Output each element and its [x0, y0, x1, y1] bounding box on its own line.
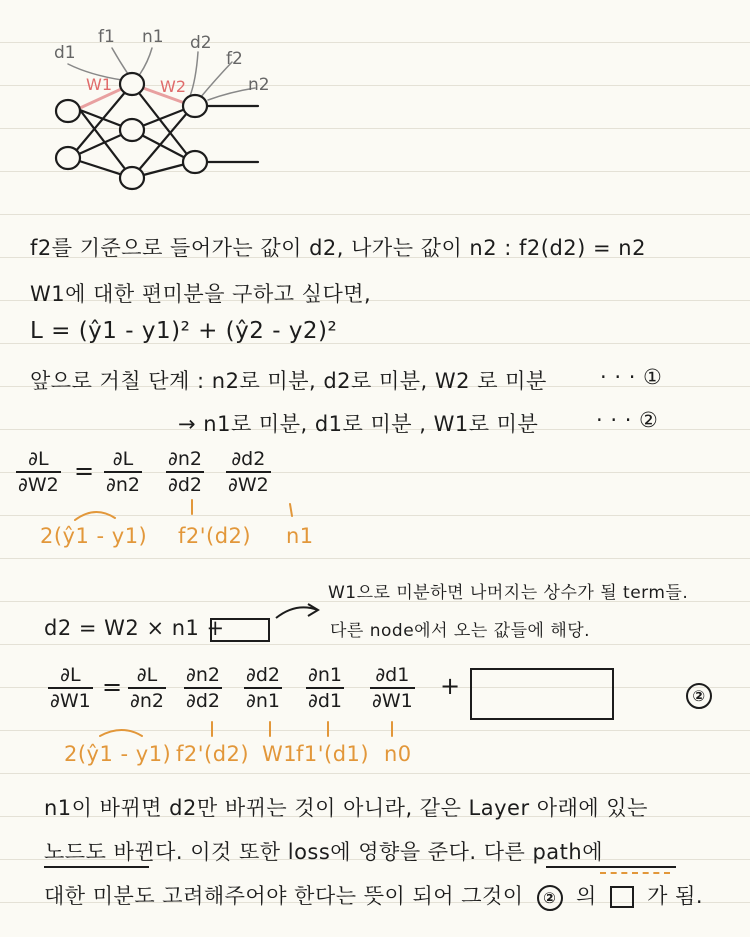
eq2-term-den: ∂W1: [372, 690, 413, 712]
tick: [100, 730, 142, 736]
steps-line-1: 앞으로 거칠 단계 : n2로 미분, d2로 미분, W2 로 미분: [30, 369, 547, 393]
eq2-term-num: ∂n2: [186, 664, 220, 686]
eq2-note-4: f1'(d1): [296, 742, 370, 766]
paragraph-line-2: 노드도 바뀐다. 이것 또한 loss에 영향을 준다. 다른 path에: [44, 840, 603, 864]
eq1-term-den: ∂d2: [168, 474, 202, 496]
d2-equation: d2 = W2 × n1 +: [44, 616, 225, 640]
eq1-term-den: ∂W2: [228, 474, 269, 496]
paragraph-line-3-text: 대한 미분도 고려해주어야 한다는 뜻이 되어 그것이: [44, 884, 524, 908]
eq2-tag-circle: ②: [686, 683, 712, 709]
eq1-term-den: ∂n2: [106, 474, 140, 496]
steps-tag-1: · · · ①: [600, 365, 663, 389]
steps-tag-2: · · · ②: [596, 408, 659, 432]
paragraph-line-3-end: 가 됨.: [647, 884, 704, 908]
eq2-note-2: f2'(d2): [176, 742, 250, 766]
eq1-lhs-num: ∂L: [28, 448, 49, 470]
paragraph-line-3-of: 의: [575, 884, 597, 908]
eq2-term-num: ∂d1: [375, 664, 410, 686]
eq1-lhs-den: ∂W2: [18, 474, 59, 496]
eq1-note-3: n1: [286, 524, 314, 548]
eq1-term-num: ∂d2: [231, 448, 266, 470]
small-box: [610, 886, 634, 908]
underline: [44, 866, 149, 868]
eq2-term-den: ∂d1: [308, 690, 342, 712]
label-d2: d2: [190, 33, 212, 53]
eq2-term-num: ∂d2: [246, 664, 280, 686]
eq2-term-den: ∂d2: [186, 690, 220, 712]
label-n1: n1: [142, 27, 164, 47]
eq2-lhs-num: ∂L: [60, 664, 81, 686]
eq2-note-1: 2(ŷ1 - y1): [64, 742, 172, 766]
label-d1: d1: [54, 43, 76, 63]
label-f2: f2: [226, 49, 243, 69]
eq1-note-1: 2(ŷ1 - y1): [40, 524, 148, 548]
eq1-term-num: ∂n2: [168, 448, 202, 470]
highlight-wave: [600, 864, 670, 874]
eq2-lhs-den: ∂W1: [50, 690, 91, 712]
note-w1-constants: W1으로 미분하면 나머지는 상수가 될 term들.: [328, 583, 689, 603]
line-f2-definition: f2를 기준으로 들어가는 값이 d2, 나가는 값이 n2 : f2(d2) = n2: [30, 236, 646, 260]
eq2-term-num: ∂n1: [308, 664, 342, 686]
eq2-note-3: W1: [262, 742, 298, 766]
eq1-equals: =: [74, 457, 95, 485]
eq2-term-num: ∂L: [136, 664, 158, 686]
eq2-note-5: n0: [384, 742, 412, 766]
line-w1-intent: W1에 대한 편미분을 구하고 싶다면,: [30, 282, 372, 306]
weight-label-w1: W1: [86, 75, 112, 94]
paragraph-line-1: n1이 바뀌면 d2만 바뀌는 것이 아니라, 같은 Layer 아래에 있는: [44, 796, 648, 820]
eq2-equals: =: [102, 673, 123, 701]
eq2-plus: +: [440, 672, 461, 700]
note-other-nodes: 다른 node에서 오는 값들에 해당.: [330, 621, 591, 641]
eq2-term-den: ∂n1: [246, 690, 280, 712]
eq2-term-den: ∂n2: [130, 690, 164, 712]
label-n2: n2: [248, 75, 270, 95]
circled-2: ②: [537, 885, 563, 911]
paragraph-line-3: [44, 880, 703, 911]
eq1-term-num: ∂L: [112, 448, 134, 470]
weight-label-w2: W2: [160, 77, 186, 96]
eq1-note-2: f2'(d2): [178, 524, 252, 548]
steps-line-2: → n1로 미분, d1로 미분 , W1로 미분: [178, 412, 539, 436]
label-f1: f1: [98, 27, 115, 47]
loss-equation: L = (ŷ1 - y1)² + (ŷ2 - y2)²: [30, 318, 338, 344]
